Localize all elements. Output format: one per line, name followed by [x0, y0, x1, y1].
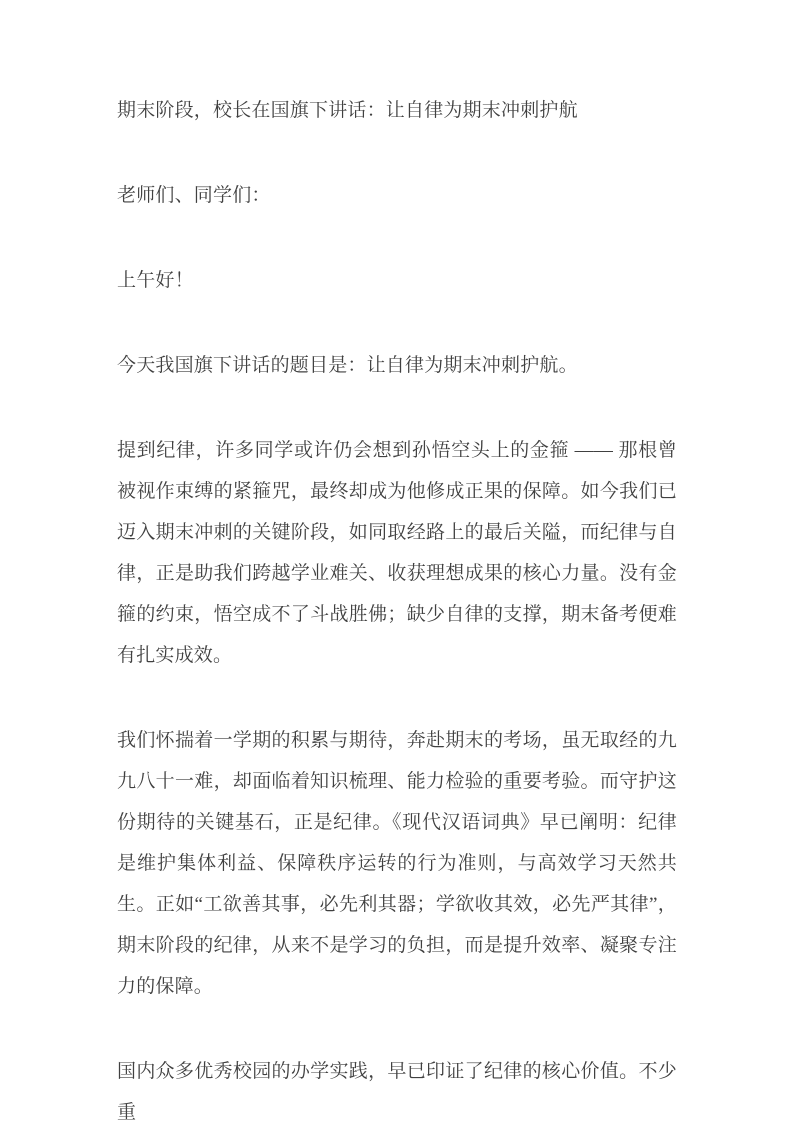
body-paragraph-2: 我们怀揣着一学期的积累与期待，奔赴期末的考场，虽无取经的九九八十一难，却面临着知识梳理、能力检验的重要考验。而守护这份期待的关键基石，正是纪律。《现代汉语词典》早已阐明：纪律是维护集体利益、保障秩序运转的行为准则，与高效学习天然共生。正如“工欲善其事，必先利其器；学欲收其效，必先严其律”，期末阶段的纪律，从来不是学习的负担，而是提升效率、凝聚专注力的保障。 [117, 730, 677, 997]
salutation-paragraph: 老师们、同学们： [117, 185, 271, 206]
body-paragraph-1: 提到纪律，许多同学或许仍会想到孙悟空头上的金箍 —— 那根曾被视作束缚的紧箍咒，最终却成为他修成正果的保障。如今我们已迈入期末冲刺的关键阶段，如同取经路上的最后关隘，而纪律与自律，正是助我们跨越学业难关、收获理想成果的核心力量。没有金箍的约束，悟空成不了斗战胜佛；缺少自律的支撑，期末备考便难有扎实成效。 [117, 440, 677, 666]
document-body [117, 90, 677, 1133]
topic-paragraph: 今天我国旗下讲话的题目是：让自律为期末冲刺护航。 [117, 355, 578, 376]
body-paragraph-3-truncated: 国内众多优秀校园的办学实践，早已印证了纪律的核心价值。不少重 [117, 1061, 677, 1123]
document-title: 期末阶段，校长在国旗下讲话：让自律为期末冲刺护航 [117, 100, 578, 121]
greeting-paragraph: 上午好！ [117, 270, 194, 291]
